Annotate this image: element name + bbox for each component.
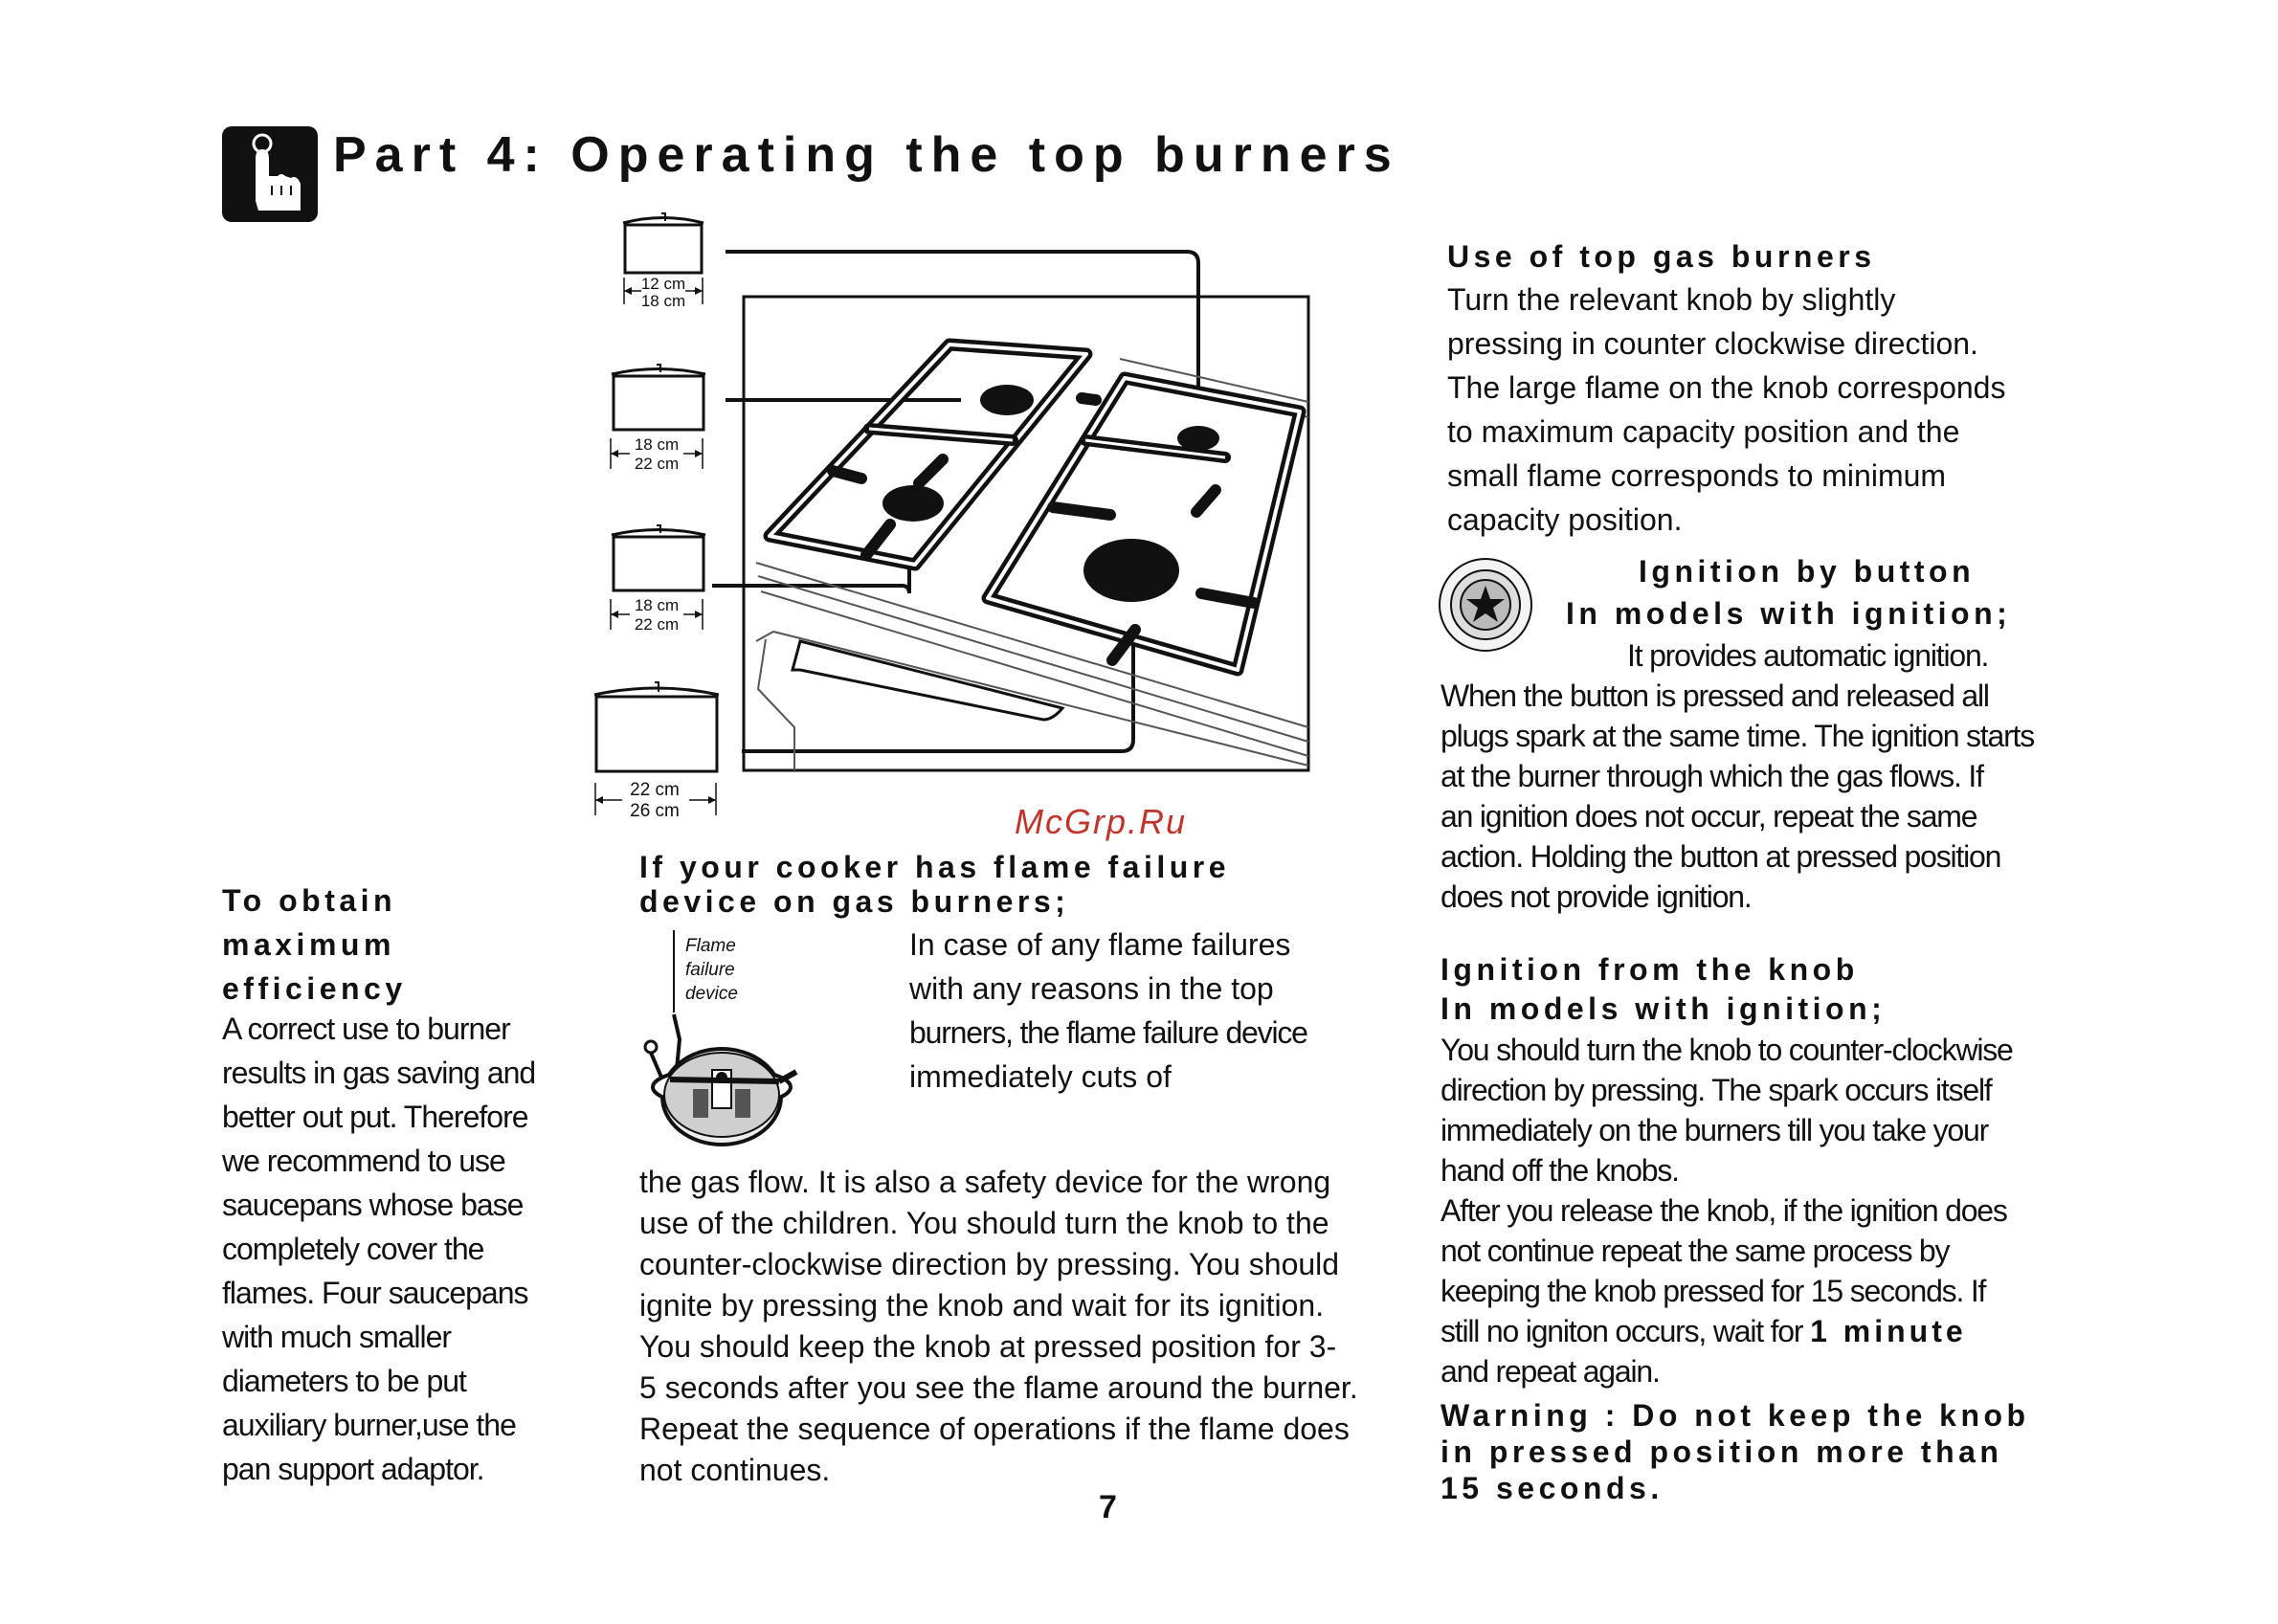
saucepan-icon — [620, 209, 706, 276]
pan-size-bottom: 18 cm — [640, 292, 686, 310]
wait-duration: 1 minute — [1810, 1314, 1967, 1348]
use-of-burners-text: Turn the relevant knob by slightly pressing in counter clockwise direction. The large flame on the knob corresponds to maximum capacity position and the small flame corresponds to minimum capacity position. — [1447, 282, 2006, 537]
flame-failure-text: the gas flow. It is also a safety device for the wrong use of the children. You should turn the knob to the counter-clockwise direction by pressing. You should ignite by pressing the knob and wait for its ignition. You should keep the knob at pressed position for 3- 5 seconds after you see the flame around the burner. Repeat the sequence of operations if the flame does not continues. — [639, 1165, 1358, 1487]
page-number: 7 — [1099, 1489, 1117, 1525]
ignition-button-first-line: It provides automatic ignition. — [1627, 638, 1989, 673]
pan-size-bottom: 22 cm — [634, 615, 680, 634]
flame-failure-image-label: Flame failure device — [685, 936, 738, 1004]
efficiency-text: A correct use to burner results in gas saving and better out put. Therefore we recommend to use saucepans whose base completely cover the flames. Four saucepans with much smaller diameters to be put auxiliary burner,use the pan support adaptor. — [222, 1012, 536, 1486]
ignition-button-subheading: In models with ignition; — [1566, 596, 2012, 631]
ignition-knob-text: You should turn the knob to counter-clockwise direction by pressing. The spark occurs itself immediately on the burners till you take your hand off the knobs. After you release the knob, if the ignition does not continue repeat the same process by keeping the knob pressed for 15 seconds. If still no igniton occurs, wait for 1 minute and repeat again. — [1440, 1033, 2013, 1389]
pan-size-top: 22 cm — [630, 780, 680, 800]
flame-failure-device-icon — [636, 926, 804, 1156]
pan-size-bottom: 26 cm — [630, 801, 680, 821]
warning-text: Warning : Do not keep the knob in pressed position more than 15 seconds. — [1440, 1398, 2030, 1505]
pan-size-top: 18 cm — [634, 596, 680, 614]
pan-size-bottom: 22 cm — [634, 455, 680, 473]
flame-failure-heading: If your cooker has flame failure device on gas burners; — [639, 850, 1231, 919]
efficiency-heading: To obtain maximum efficiency — [222, 883, 407, 1006]
ignition-knob-heading: Ignition from the knob In models with ignition; — [1440, 952, 1887, 1026]
flame-failure-side-text: In case of any flame failures with any reasons in the top burners, the flame failure device immediately cuts of — [909, 927, 1307, 1094]
saucepan-icon — [609, 521, 708, 593]
ignition-button-text: When the button is pressed and released all plugs spark at the same time. The ignition starts at the burner through which the gas flows. If an ignition does not occur, repeat the same action. Holding the button at pressed position does not provide ignition. — [1440, 679, 2035, 914]
saucepan-icon — [592, 678, 722, 773]
saucepan-icon — [609, 360, 708, 433]
page-title: Part 4: Operating the top burners — [333, 127, 1400, 183]
hob-illustration — [718, 247, 1321, 783]
use-of-burners-heading: Use of top gas burners — [1447, 239, 1876, 274]
ignition-button-heading: Ignition by button — [1639, 554, 1976, 589]
wait-prefix: still no igniton occurs, wait for — [1440, 1314, 1803, 1348]
pan-size-top: 18 cm — [634, 435, 680, 454]
pan-size-top: 12 cm — [640, 275, 686, 293]
ignition-button-icon — [1438, 557, 1533, 653]
hand-pointing-icon — [222, 126, 318, 222]
watermark: McGrp.Ru — [1015, 802, 1188, 841]
